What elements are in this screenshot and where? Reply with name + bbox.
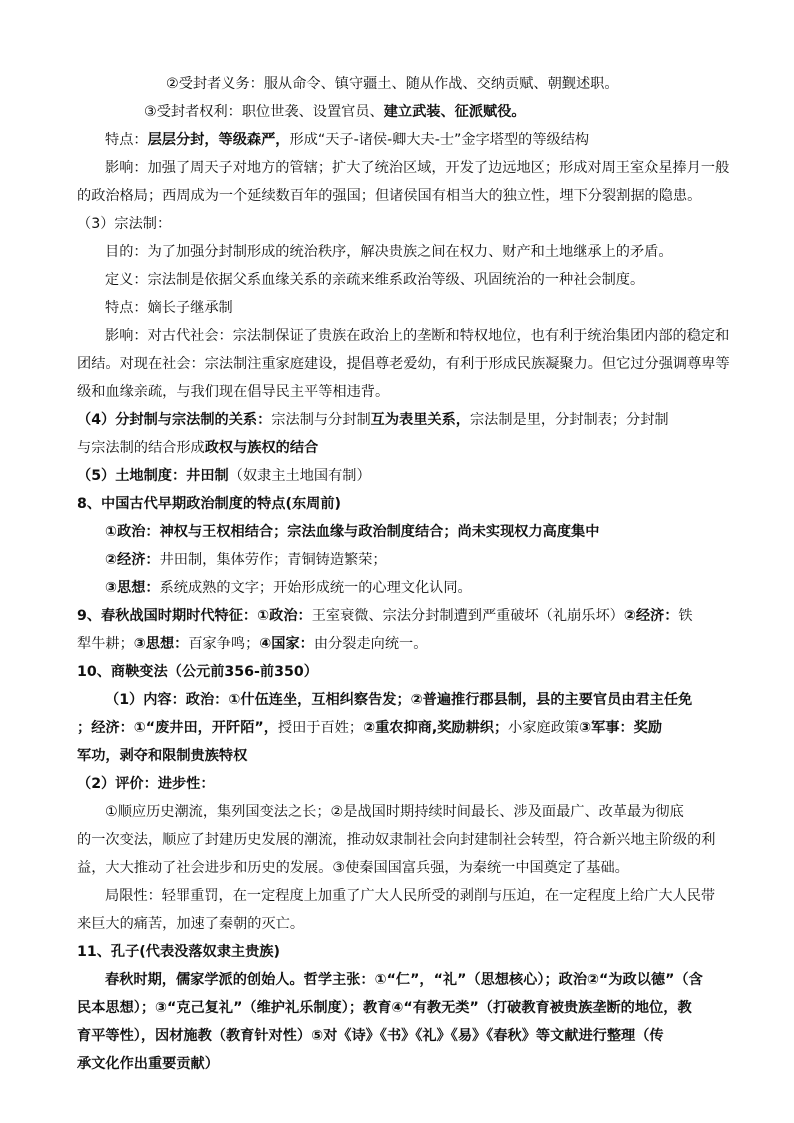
- text-span: 由分裂走向统一。: [313, 636, 428, 652]
- paragraph-line: 团结。对现在社会：宗法制注重家庭建设，提倡尊老爱幼，有利于形成民族凝聚力。但它过分强调尊卑等: [77, 356, 730, 372]
- text-span: 系统成熟的文字；开始形成统一的心理文化认同。: [159, 580, 472, 596]
- text-span: （5）土地制度：井田制: [77, 468, 229, 484]
- section-heading: 10、商鞅变法（公元前356-前350）: [77, 664, 318, 680]
- text-span: 百家争鸣；: [188, 636, 260, 652]
- section-heading: 11、孔子(代表没落奴隶主贵族): [77, 944, 280, 960]
- text-span: ②经济：: [105, 552, 160, 568]
- feudal-obligations-line: ②受封者义务：服从命令、镇守疆土、随从作战、交纳贡赋、朝觐述职。: [166, 76, 619, 92]
- text-span: 授田于百姓；: [277, 720, 364, 736]
- text-span: ；经济：①“废井田，开阡陌”，: [77, 720, 278, 736]
- text-span: ③军事：奖励: [579, 720, 663, 736]
- paragraph-line: [77, 466, 371, 486]
- feudal-rights-line: [144, 102, 526, 122]
- paragraph-line: 春秋时期，儒家学派的创始人。哲学主张：①“仁”，“礼”（思想核心）；政治②“为政以德”（含: [105, 972, 703, 988]
- text-span: 9、春秋战国时期时代特征：①政治：: [77, 608, 312, 624]
- paragraph-line: 民本思想）；③“克己复礼”（维护礼乐制度）；教育④“有教无类”（打破教育被贵族垄断的地位，教: [77, 1000, 692, 1016]
- text-span: 王室衰微、宗法分封制遭到严重破坏（礼崩乐坏）: [311, 608, 624, 624]
- paragraph-line: 目的：为了加强分封制形成的统治秩序，解决贵族之间在权力、财产和土地继承上的矛盾。: [105, 244, 673, 260]
- feudal-features-line: [105, 130, 589, 150]
- text-span: ②经济：: [623, 608, 679, 624]
- text-span: 互为表里关系，: [370, 412, 470, 428]
- paragraph-line: ①政治：神权与王权相结合；宗法血缘与政治制度结合；尚未实现权力高度集中: [105, 524, 600, 540]
- paragraph-line: 军功，剥夺和限制贵族特权: [77, 748, 248, 764]
- paragraph-line: 影响：对古代社会：宗法制保证了贵族在政治上的垄断和特权地位，也有利于统治集团内部的稳定和: [105, 328, 730, 344]
- paragraph-line: 定义：宗法制是依据父系血缘关系的亲疏来维系政治等级、巩固统治的一种社会制度。: [105, 272, 645, 288]
- text-span: 宗法制与分封制: [271, 412, 371, 428]
- paragraph-line: [77, 438, 318, 458]
- text-span: ②重农抑商,奖励耕织；: [363, 720, 509, 736]
- paragraph-line: 来巨大的痛苦，加速了秦朝的灭亡。: [77, 916, 305, 932]
- paragraph-line: [105, 550, 387, 570]
- text-span: 小家庭政策: [508, 720, 580, 736]
- text-span: 建立武装、征派赋役。: [383, 104, 526, 120]
- paragraph-line: 特点：嫡长子继承制: [105, 300, 233, 316]
- text-span: 政权与族权的结合: [204, 440, 319, 456]
- paragraph-line: [77, 410, 669, 430]
- text-span: 铁: [678, 608, 693, 624]
- paragraph-line: 局限性：轻罪重罚，在一定程度上加重了广大人民所受的剥削与压迫，在一定程度上给广大人民带: [105, 888, 716, 904]
- text-span: ④国家：: [259, 636, 314, 652]
- section-heading: （2）评价：进步性：: [77, 776, 215, 792]
- text-span: ③受封者权利：职位世袭、设置官员、: [144, 104, 384, 120]
- paragraph-line: [77, 718, 662, 738]
- text-span: 形成“天子-诸侯-卿大夫-士”金字塔型的等级结构: [289, 132, 590, 148]
- text-span: 特点：: [105, 132, 148, 148]
- feudal-impact-line-2: 的政治格局；西周成为一个延续数百年的强国；但诸侯国有相当大的独立性，埋下分裂割据的隐患。: [77, 188, 702, 204]
- paragraph-line: 育平等性），因材施教（教育针对性）⑤对《诗》《书》《礼》《易》《春秋》等文献进行整理（传: [77, 1028, 664, 1044]
- paragraph-line: [105, 578, 472, 598]
- text-span: （奴隶主土地国有制）: [228, 468, 371, 484]
- paragraph-line: （1）内容：政治：①什伍连坐，互相纠察告发；②普遍推行郡县制，县的主要官员由君主任免: [105, 692, 693, 708]
- text-span: ③思想：: [133, 636, 189, 652]
- text-span: 层层分封，等级森严，: [147, 132, 290, 148]
- paragraph-line: 益，大大推动了社会进步和历史的发展。③使秦国国富兵强，为秦统一中国奠定了基础。: [77, 860, 629, 876]
- text-span: 宗法制是里，分封制表；分封制: [469, 412, 669, 428]
- paragraph-line: [77, 634, 427, 654]
- section-heading: [77, 606, 693, 626]
- paragraph-line: 的一次变法，顺应了封建历史发展的潮流，推动奴隶制社会向封建制社会转型，符合新兴地主阶级的利: [77, 832, 716, 848]
- feudal-impact-line-1: 影响：加强了周天子对地方的管辖；扩大了统治区域，开发了边远地区；形成对周王室众星捧月一般: [105, 160, 730, 176]
- text-span: 井田制，集体劳作；青铜铸造繁荣；: [159, 552, 387, 568]
- paragraph-line: ①顺应历史潮流，集列国变法之长；②是战国时期持续时间最长、涉及面最广、改革最为彻底: [105, 804, 684, 820]
- text-span: 犁牛耕；: [77, 636, 134, 652]
- text-span: ③思想：: [105, 580, 160, 596]
- section-heading: （3）宗法制：: [77, 216, 172, 232]
- text-span: （4）分封制与宗法制的关系：: [77, 412, 272, 428]
- paragraph-line: 承文化作出重要贡献）: [77, 1056, 219, 1072]
- text-span: 与宗法制的结合形成: [77, 440, 205, 456]
- section-heading: 8、中国古代早期政治制度的特点(东周前): [77, 496, 342, 512]
- paragraph-line: 级和血缘亲疏，与我们现在倡导民主平等相违背。: [77, 384, 390, 400]
